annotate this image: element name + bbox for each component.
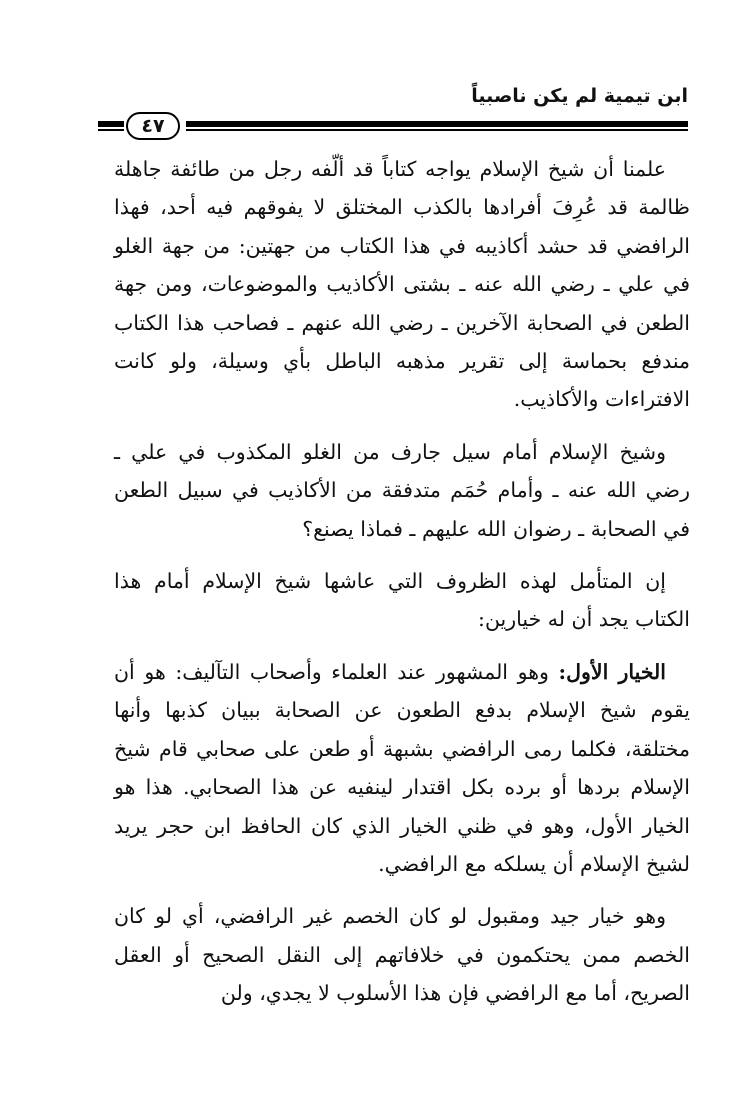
paragraph-4 <box>114 653 690 883</box>
paragraph-4-text: وهو المشهور عند العلماء وأصحاب التآليف: هو أن يقوم شيخ الإسلام بدفع الطعون عن الصحابة ببيان كذبها وأنها مختلقة، فكلما رمى الرافضي بشبهة أو طعن على صحابي قام شيخ الإسلام بردها أو برده بكل اقتدار لينفيه عن هذا الصحابي. هذا هو الخيار الأول، وهو في ظني الخيار الذي كان الحافظ ابن حجر يريد لشيخ الإسلام أن يسلكه مع الرافضي. <box>114 659 690 876</box>
header-rule-thick-left <box>98 121 124 127</box>
body-text <box>114 150 690 1013</box>
running-title: ابن تيمية لم يكن ناصبياً <box>471 85 688 107</box>
paragraph-1: علمنا أن شيخ الإسلام يواجه كتاباً قد ألّفه رجل من طائفة جاهلة ظالمة قد عُرِفَ أفرادها بالكذب المختلق لا يفوقهم فيه أحد، فهذا الرافضي قد حشد أكاذيبه في هذا الكتاب من جهتين: من جهة الغلو في علي ـ رضي الله عنه ـ بشتى الأكاذيب والموضوعات، ومن جهة الطعن في الصحابة الآخرين ـ رضي الله عنهم ـ فصاحب هذا الكتاب مندفع بحماسة إلى تقرير مذهبه الباطل بأي وسيلة، ولو كانت الافتراءات والأكاذيب. <box>114 157 690 412</box>
header-rule-thin-left <box>98 129 124 131</box>
page-number: ٤٧ <box>126 112 180 140</box>
option-heading: الخيار الأول: <box>558 659 666 684</box>
paragraph-2: وشيخ الإسلام أمام سيل جارف من الغلو المكذوب في علي ـ رضي الله عنه ـ وأمام حُمَم متدفقة من الأكاذيب في سبيل الطعن في الصحابة ـ رضوان الله عليهم ـ فماذا يصنع؟ <box>114 439 690 541</box>
paragraph-3: إن المتأمل لهذه الظروف التي عاشها شيخ الإسلام أمام هذا الكتاب يجد أن له خيارين: <box>114 569 690 632</box>
header-rule <box>98 112 688 142</box>
header-rule-thin-right <box>186 129 688 131</box>
paragraph-5: وهو خيار جيد ومقبول لو كان الخصم غير الرافضي، أي لو كان الخصم ممن يحتكمون في خلافاتهم إلى النقل الصحيح أو العقل الصريح، أما مع الرافضي فإن هذا الأسلوب لا يجدي، ولن <box>114 904 690 1006</box>
header-rule-thick-right <box>186 121 688 127</box>
